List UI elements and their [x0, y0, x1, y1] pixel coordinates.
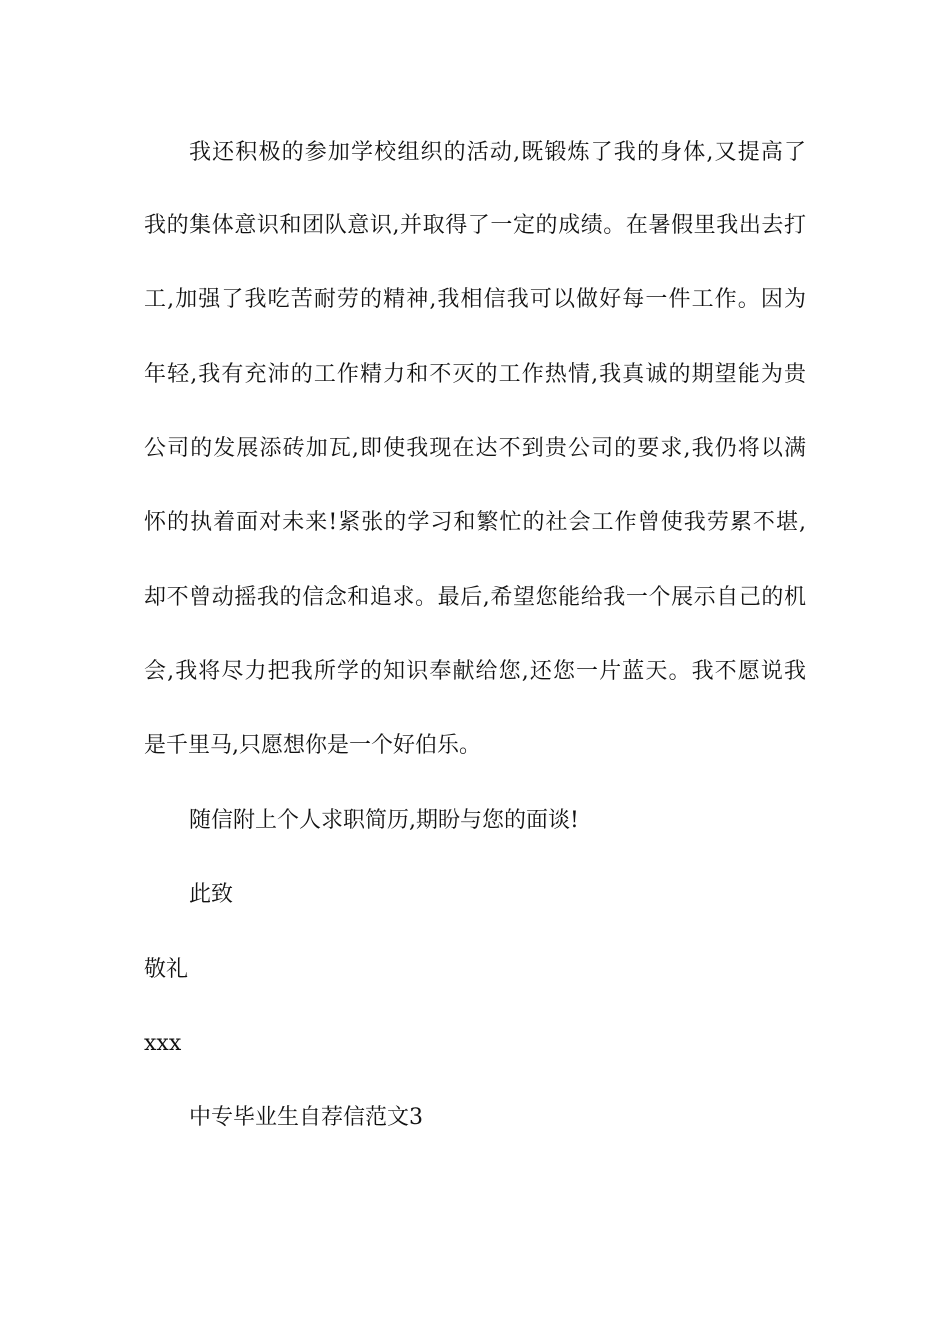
- paragraph-line: 会,我将尽力把我所学的知识奉献给您,还您一片蓝天。我不愿说我: [144, 659, 806, 684]
- attachment-note: 随信附上个人求职简历,期盼与您的面谈!: [189, 808, 579, 833]
- section-title: 中专毕业生自荐信范文3: [189, 1105, 423, 1130]
- paragraph-line: 我的集体意识和团队意识,并取得了一定的成绩。在暑假里我出去打: [144, 213, 806, 238]
- closing-salutation: 此致: [189, 882, 234, 907]
- paragraph-line: 公司的发展添砖加瓦,即使我现在达不到贵公司的要求,我仍将以满: [144, 436, 806, 461]
- paragraph-line: 怀的执着面对未来!紧张的学习和繁忙的社会工作曾使我劳累不堪,: [144, 510, 806, 535]
- closing-regards: 敬礼: [144, 957, 189, 982]
- paragraph-line: 却不曾动摇我的信念和追求。最后,希望您能给我一个展示自己的机: [144, 585, 806, 610]
- paragraph-line: 是千里马,只愿想你是一个好伯乐。: [144, 733, 481, 758]
- paragraph-line: 工,加强了我吃苦耐劳的精神,我相信我可以做好每一件工作。因为: [144, 287, 806, 312]
- paragraph-line: 年轻,我有充沛的工作精力和不灭的工作热情,我真诚的期望能为贵: [144, 362, 806, 387]
- signature: xxx: [144, 1031, 182, 1056]
- paragraph-line: 我还积极的参加学校组织的活动,既锻炼了我的身体,又提高了: [189, 140, 806, 165]
